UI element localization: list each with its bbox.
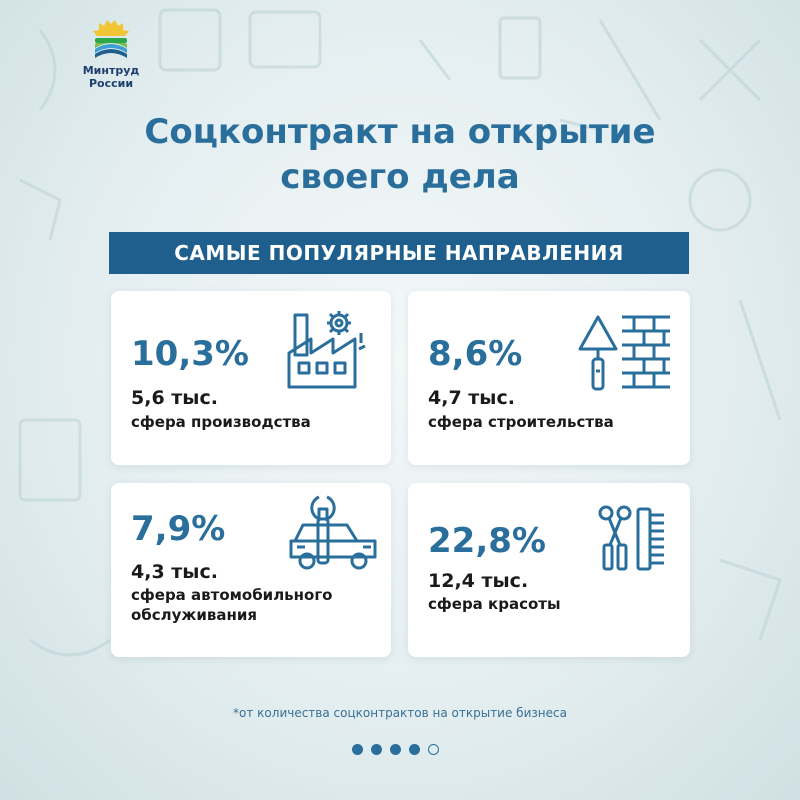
card-description-line-2: обслуживания [131,606,257,624]
pagination-dot[interactable] [390,744,401,755]
card-construction [408,291,690,465]
footnote: *от количества соцконтрактов на открытие бизнеса [233,706,567,720]
trowel-brick-icon [578,313,674,397]
pagination-dot[interactable] [352,744,363,755]
pagination-dots [352,744,439,755]
section-banner: САМЫЕ ПОПУЛЯРНЫЕ НАПРАВЛЕНИЯ [109,232,689,274]
card-percent: 7,9% [131,509,226,549]
card-count: 4,7 тыс. [428,387,515,409]
card-count: 4,3 тыс. [131,561,218,583]
logo-line-2: России [88,77,134,90]
card-percent: 8,6% [428,334,523,374]
pagination-dot-current[interactable] [428,744,439,755]
card-description: сфера красоты [428,595,561,613]
pagination-dot[interactable] [409,744,420,755]
card-beauty [408,483,690,657]
ministry-logo [80,18,142,90]
car-wrench-icon [289,495,379,575]
card-percent: 22,8% [428,521,546,561]
title-line-1: Соцконтракт на открытие [144,112,656,152]
card-count: 5,6 тыс. [131,387,218,409]
logo-line-1: Минтруд [82,64,140,77]
card-percent: 10,3% [131,334,249,374]
card-automotive [111,483,391,657]
title-line-2: своего дела [280,157,520,197]
card-description: сфера строительства [428,413,614,431]
page-title [0,110,800,200]
factory-icon [287,309,371,389]
scissors-comb-icon [596,505,668,571]
card-description: сфера автомобильного [131,586,333,604]
card-count: 12,4 тыс. [428,570,529,592]
ministry-emblem-icon [92,18,130,62]
card-description: сфера производства [131,413,311,431]
pagination-dot[interactable] [371,744,382,755]
card-manufacturing [111,291,391,465]
